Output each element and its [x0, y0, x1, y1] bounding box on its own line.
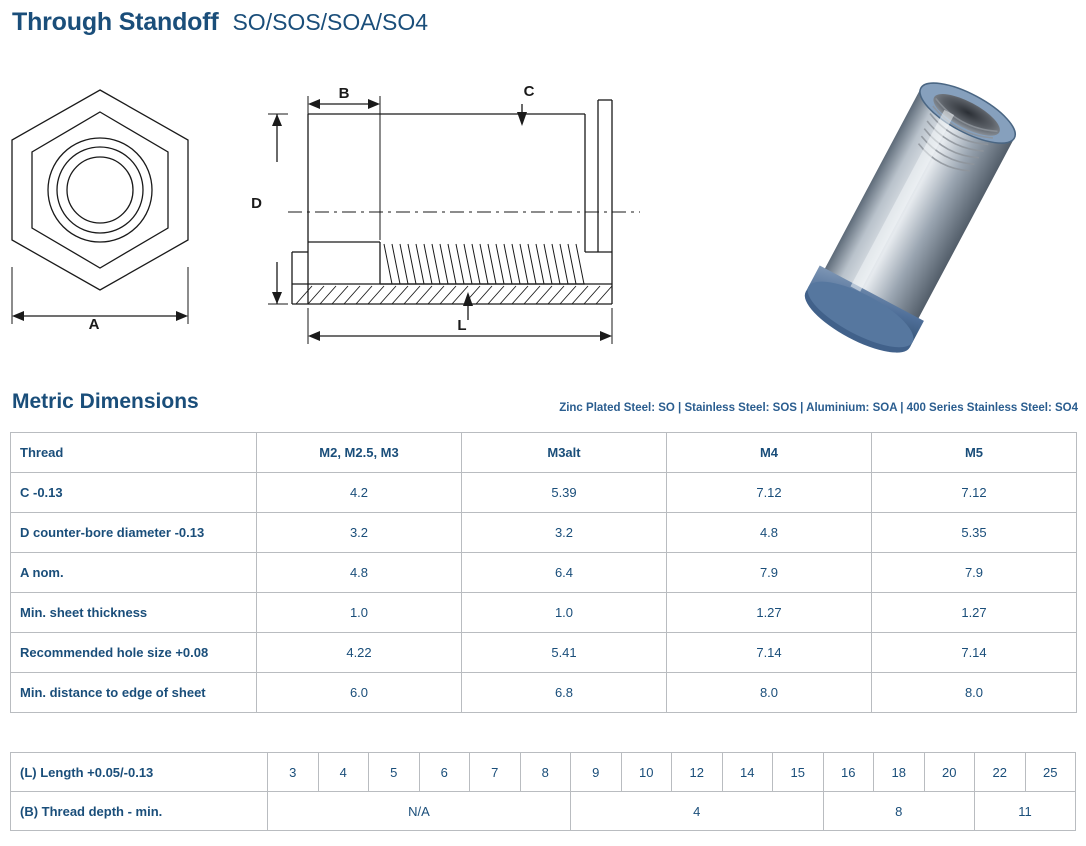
cell: 7.14: [667, 633, 872, 673]
cell: 7.12: [667, 473, 872, 513]
row-label-hole-size: Recommended hole size +0.08: [11, 633, 257, 673]
length-cell: 3: [268, 753, 319, 792]
length-cell: 15: [773, 753, 824, 792]
table-row: [11, 633, 1077, 673]
cell: 4.8: [257, 553, 462, 593]
cell: 1.0: [462, 593, 667, 633]
page-title: Through Standoff: [12, 8, 219, 36]
label-a: A: [88, 316, 100, 333]
table-row: [11, 593, 1077, 633]
technical-drawing: [0, 52, 1086, 382]
table-header-row: [11, 433, 1077, 473]
cell: 1.0: [257, 593, 462, 633]
column-header-m4: M4: [667, 433, 872, 473]
row-label-a: A nom.: [11, 553, 257, 593]
metric-dimensions-table: [10, 432, 1077, 713]
column-header-thread: Thread: [11, 433, 257, 473]
length-cell: 4: [318, 753, 369, 792]
length-cell: 9: [571, 753, 622, 792]
length-cell: 7: [470, 753, 521, 792]
length-cell: 16: [823, 753, 874, 792]
depth-cell: 4: [571, 792, 824, 831]
column-header-m5: M5: [872, 433, 1077, 473]
label-c-top: C: [523, 83, 535, 100]
row-label-min-sheet: Min. sheet thickness: [11, 593, 257, 633]
cell: 7.12: [872, 473, 1077, 513]
table-row: [11, 673, 1077, 713]
cell: 3.2: [257, 513, 462, 553]
cell: 6.0: [257, 673, 462, 713]
length-cell: 20: [924, 753, 975, 792]
page-subtitle: SO/SOS/SOA/SO4: [232, 9, 429, 35]
depth-cell: N/A: [268, 792, 571, 831]
row-label-c: C -0.13: [11, 473, 257, 513]
row-label-d: D counter-bore diameter -0.13: [11, 513, 257, 553]
table-row: [11, 513, 1077, 553]
cell: 5.39: [462, 473, 667, 513]
page-header: [12, 8, 428, 37]
length-cell: 12: [672, 753, 723, 792]
hex-inner-outline: [32, 112, 168, 268]
label-l: L: [457, 317, 467, 334]
cell: 1.27: [667, 593, 872, 633]
length-table: [10, 752, 1076, 831]
thread-depth-row: [11, 792, 1076, 831]
length-cell: 5: [369, 753, 420, 792]
length-cell: 8: [520, 753, 571, 792]
column-header-m2: M2, M2.5, M3: [257, 433, 462, 473]
cell: 7.14: [872, 633, 1077, 673]
cell: 7.9: [667, 553, 872, 593]
hex-outline: [12, 90, 188, 290]
cell: 4.2: [257, 473, 462, 513]
table-row: [11, 473, 1077, 513]
circle-inner: [67, 157, 133, 223]
drawing-svg: [0, 52, 1086, 382]
length-cell: 6: [419, 753, 470, 792]
row-label-length: (L) Length +0.05/-0.13: [11, 753, 268, 792]
depth-cell: 8: [823, 792, 975, 831]
length-cell: 14: [722, 753, 773, 792]
table-row: [11, 553, 1077, 593]
row-label-thread-depth: (B) Thread depth - min.: [11, 792, 268, 831]
cell: 8.0: [872, 673, 1077, 713]
circle-mid: [57, 147, 143, 233]
circle-outer: [48, 138, 152, 242]
cell: 6.8: [462, 673, 667, 713]
length-cell: 25: [1025, 753, 1076, 792]
column-header-m3alt: M3alt: [462, 433, 667, 473]
length-row: [11, 753, 1076, 792]
length-cell: 10: [621, 753, 672, 792]
row-label-edge-distance: Min. distance to edge of sheet: [11, 673, 257, 713]
metric-dimensions-heading: Metric Dimensions: [12, 390, 199, 413]
cell: 7.9: [872, 553, 1077, 593]
label-b: B: [338, 85, 350, 102]
cell: 4.8: [667, 513, 872, 553]
length-cell: 22: [975, 753, 1026, 792]
label-d: D: [251, 195, 262, 212]
cell: 5.41: [462, 633, 667, 673]
cell: 4.22: [257, 633, 462, 673]
cell: 8.0: [667, 673, 872, 713]
materials-note: Zinc Plated Steel: SO | Stainless Steel: SOS | Aluminium: SOA | 400 Series Stainless Steel: SO4: [559, 402, 1078, 414]
length-cell: 18: [874, 753, 925, 792]
cell: 6.4: [462, 553, 667, 593]
cell: 1.27: [872, 593, 1077, 633]
cell: 5.35: [872, 513, 1077, 553]
depth-cell: 11: [975, 792, 1076, 831]
cell: 3.2: [462, 513, 667, 553]
standoff-photo: [796, 69, 1028, 365]
